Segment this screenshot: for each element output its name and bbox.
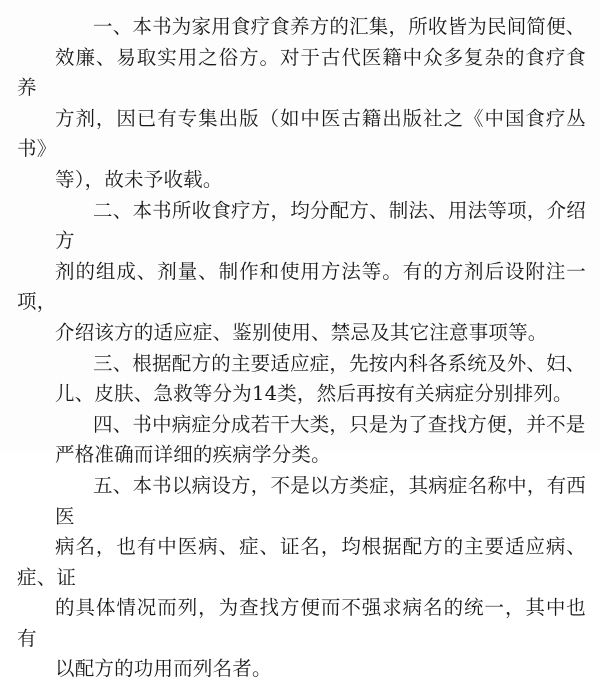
paragraph-5-line-1: 五、本书以病设方，不是以方类症，其病症名称中，有西医 [55,473,586,528]
paragraph-1-line-3: 方剂，因已有专集出版（如中医古籍出版社之《中国食疗丛书》 [17,106,586,161]
paragraph-1-line-2: 效廉、易取实用之俗方。对于古代医籍中众多复杂的食疗食养 [17,45,586,100]
paragraph-1-line-4: 等），故未予收载。 [55,167,223,191]
paragraph-4-line-1: 四、书中病症分成若干大类，只是为了查找方便，并不是 [93,412,586,436]
paragraph-5 [17,471,586,685]
paragraph-2-line-1: 二、本书所收食疗方，均分配方、制法、用法等项，介绍方 [55,198,586,253]
paragraph-1-line-1: 一、本书为家用食疗食养方的汇集，所收皆为民间简便、 [93,15,586,38]
paragraph-3-line-1: 三、根据配方的主要适应症，先按内科各系统及外、妇、 [93,351,586,375]
paragraph-5-line-2: 病名，也有中医病、症、证名，均根据配方的主要适应病、症、证 [17,535,586,589]
paragraph-2-line-2: 剂的组成、剂量、制作和使用方法等。有的方剂后设附注一项， [17,259,586,314]
paragraph-5-line-4: 以配方的功用而列名者。 [55,657,272,681]
paragraph-3 [55,349,586,410]
paragraph-4 [55,410,586,471]
paragraph-1 [17,12,586,196]
paragraph-5-line-3: 的具体情况而列，为查找方便而不强求病名的统一，其中也有 [17,596,586,650]
paragraph-2 [17,196,586,349]
paragraph-3-line-2: 儿、皮肤、急救等分为14类，然后再按有关病症分别排列。 [55,382,573,406]
paragraph-2-line-3: 介绍该方的适应症、鉴别使用、禁忌及其它注意事项等。 [55,320,548,344]
paragraph-4-line-2: 严格准确而详细的疾病学分类。 [55,443,331,467]
